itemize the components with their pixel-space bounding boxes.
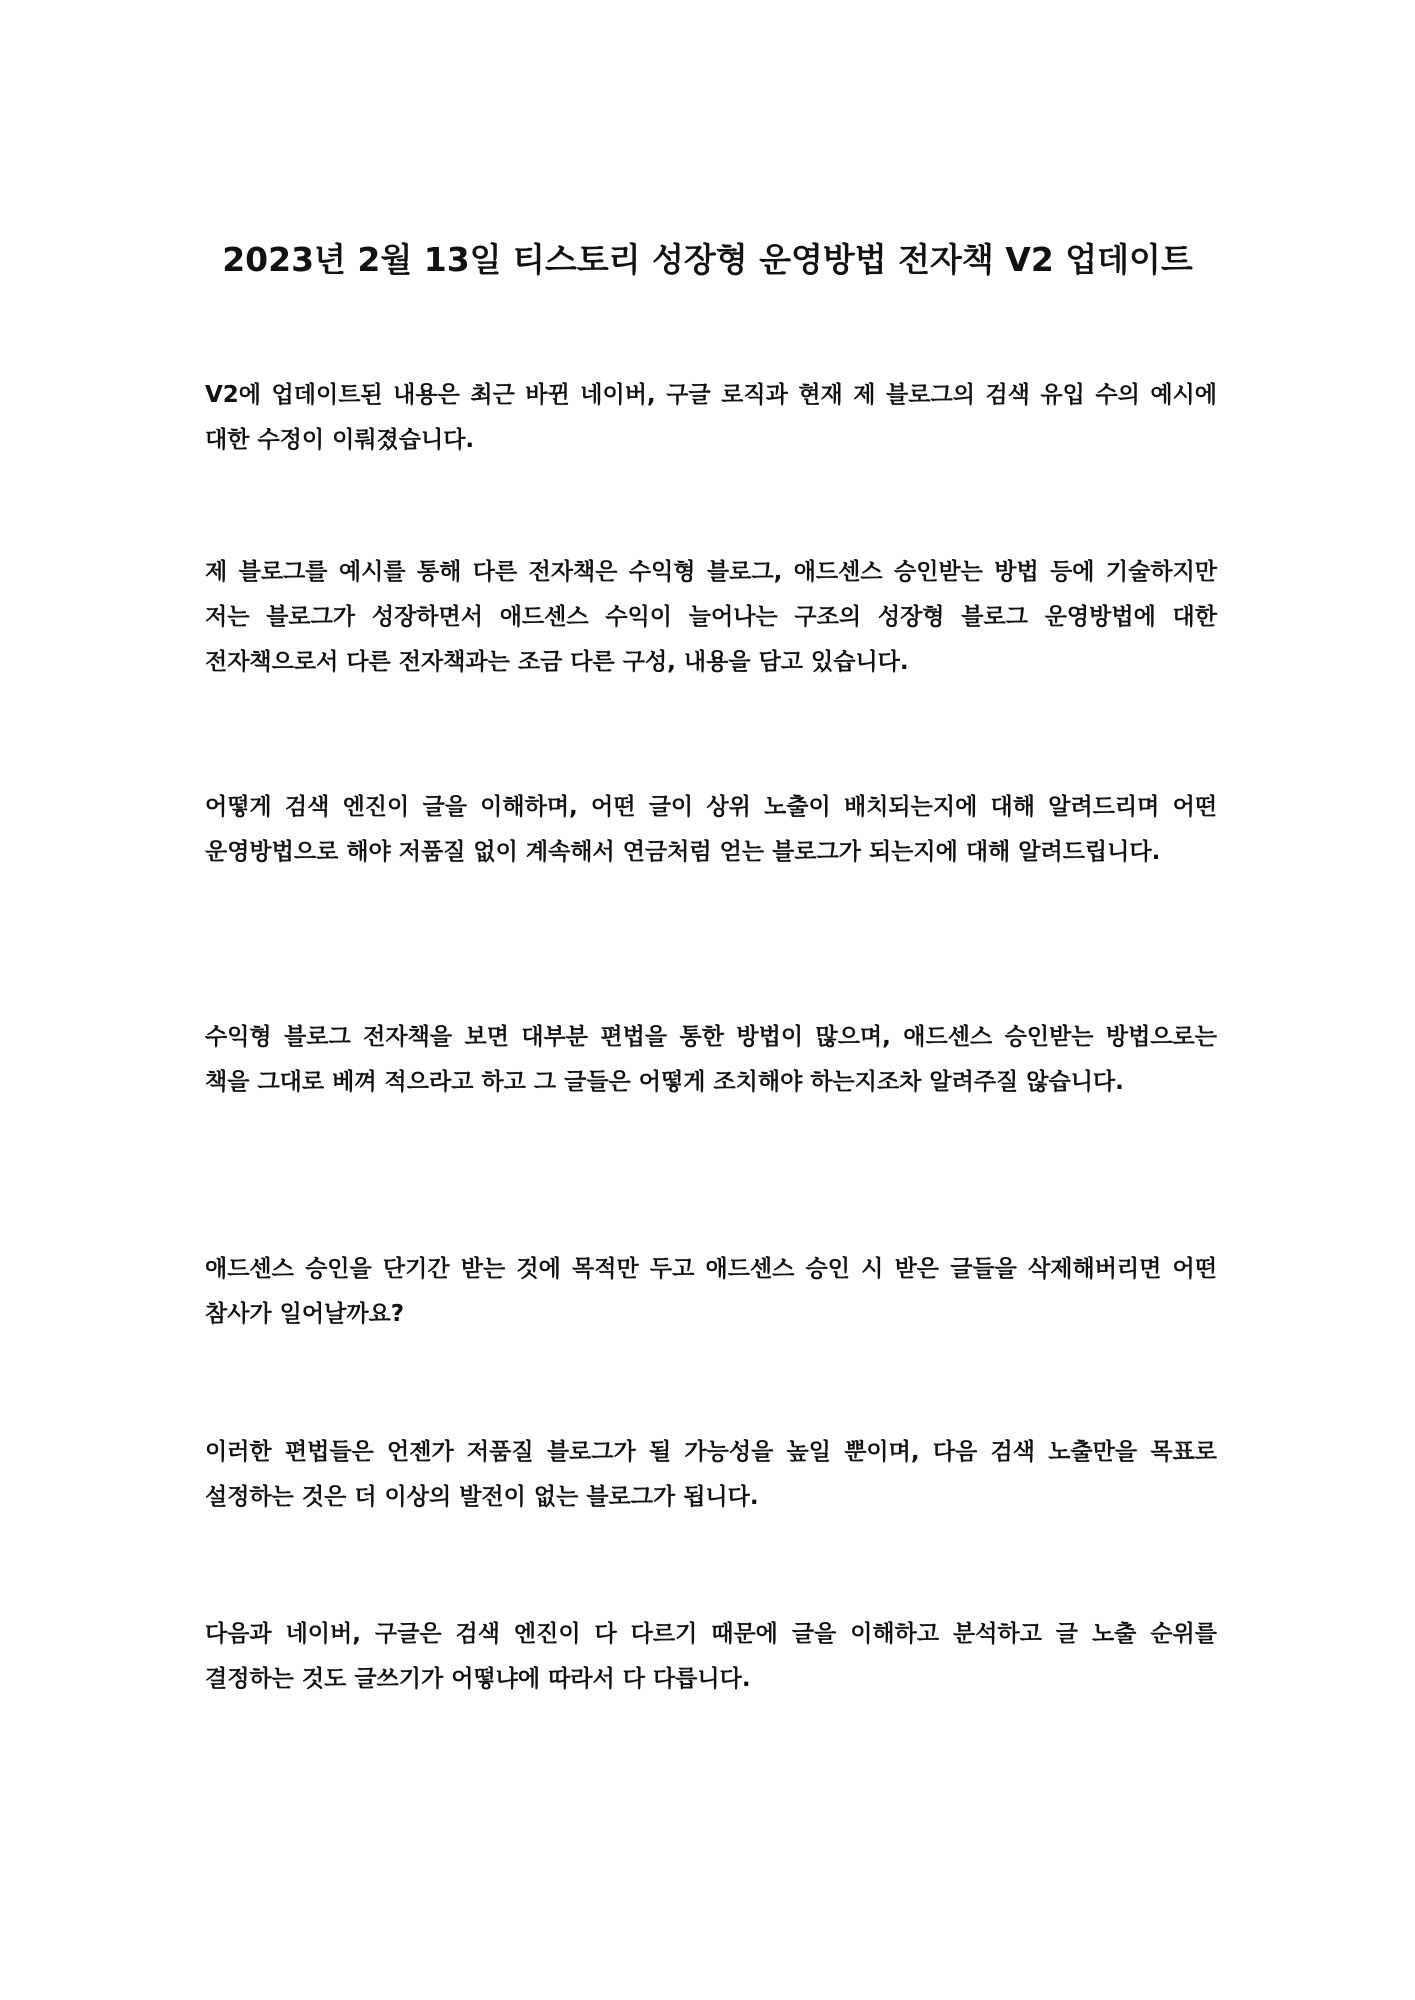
paragraph-search-engine: 어떻게 검색 엔진이 글을 이해하며, 어떤 글이 상위 노출이 배치되는지에 대해 알려드리며 어떤 운영방법으로 해야 저품질 없이 계속해서 연금처럼 얻는 블로그가 되는지에 대해 알려드립니다.: [205, 794, 1217, 865]
paragraph-shortcuts-warning: 이러한 편법들은 언젠가 저품질 블로그가 될 가능성을 높일 뿐이며, 다음 검색 노출만을 목표로 설정하는 것은 더 이상의 발전이 없는 블로그가 됩니다.: [205, 1439, 1217, 1510]
paragraph-v2-update-summary: V2에 업데이트된 내용은 최근 바뀐 네이버, 구글 로직과 현재 제 블로그의 검색 유입 수의 예시에 대한 수정이 이뤄졌습니다.: [205, 382, 1217, 453]
paragraph-search-engine-differences: 다음과 네이버, 구글은 검색 엔진이 다 다르기 때문에 글을 이해하고 분석하고 글 노출 순위를 결정하는 것도 글쓰기가 어떻냐에 따라서 다 다릅니다.: [205, 1621, 1217, 1692]
paragraph-ebook-intro: 제 블로그를 예시를 통해 다른 전자책은 수익형 블로그, 애드센스 승인받는 방법 등에 기술하지만 저는 블로그가 성장하면서 애드센스 수익이 늘어나는 구조의 성장형 블로그 운영방법에 대한 전자책으로서 다른 전자책과는 조금 다른 구성, 내용을 담고 있습니다.: [205, 559, 1217, 675]
document-title: 2023년 2월 13일 티스토리 성장형 운영방법 전자책 V2 업데이트: [222, 240, 1193, 279]
paragraph-other-ebooks: 수익형 블로그 전자책을 보면 대부분 편법을 통한 방법이 많으며, 애드센스 승인받는 방법으로는 책을 그대로 베껴 적으라고 하고 그 글들은 어떻게 조치해야 하는지조차 알려주질 않습니다.: [205, 1024, 1217, 1095]
paragraph-adsense-question: 애드센스 승인을 단기간 받는 것에 목적만 두고 애드센스 승인 시 받은 글들을 삭제해버리면 어떤 참사가 일어날까요?: [205, 1256, 1217, 1327]
